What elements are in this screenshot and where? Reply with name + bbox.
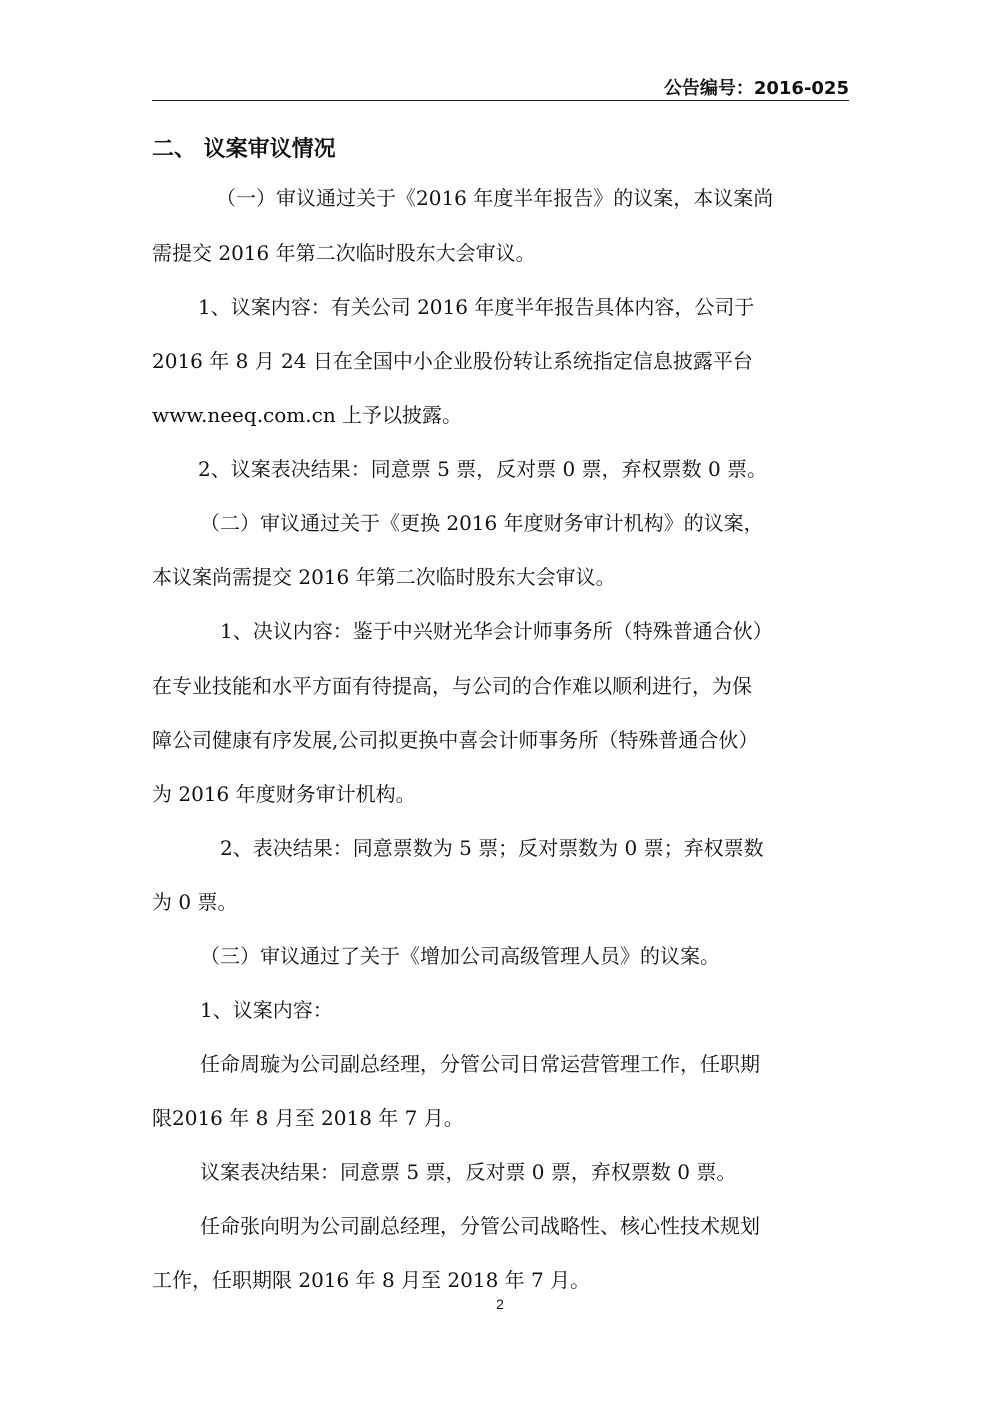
- body-line: （一）审议通过关于《2016 年度半年报告》的议案，本议案尚: [216, 186, 774, 210]
- body-line: 2、议案表决结果：同意票 5 票，反对票 0 票，弃权票数 0 票。: [198, 457, 768, 481]
- body-line: 任命周璇为公司副总经理，分管公司日常运营管理工作，任职期: [200, 1052, 760, 1076]
- body-line: 为 0 票。: [152, 890, 238, 914]
- body-line: 2、表决结果：同意票数为 5 票；反对票数为 0 票；弃权票数: [220, 836, 764, 860]
- body-line: 2016 年 8 月 24 日在全国中小企业股份转让系统指定信息披露平台: [152, 349, 753, 373]
- body-line: 在专业技能和水平方面有待提高，与公司的合作难以顺利进行，为保: [152, 674, 752, 698]
- body-line: www.neeq.com.cn 上予以披露。: [152, 403, 463, 427]
- body-line: 限2016 年 8 月至 2018 年 7 月。: [152, 1106, 464, 1130]
- body-line: 障公司健康有序发展,公司拟更换中喜会计师事务所（特殊普通合伙）: [152, 728, 759, 752]
- body-line: 议案表决结果：同意票 5 票，反对票 0 票，弃权票数 0 票。: [200, 1160, 737, 1184]
- body-line: （三）审议通过了关于《增加公司高级管理人员》的议案。: [200, 944, 720, 968]
- body-line: （二）审议通过关于《更换 2016 年度财务审计机构》的议案，: [200, 511, 764, 535]
- body-line: 需提交 2016 年第二次临时股东大会审议。: [152, 241, 536, 265]
- section-title: 二、 议案审议情况: [152, 137, 336, 162]
- body-line: 任命张向明为公司副总经理，分管公司战略性、核心性技术规划: [200, 1214, 760, 1238]
- body-line: 为 2016 年度财务审计机构。: [152, 782, 416, 806]
- header-divider: [152, 100, 849, 101]
- announcement-number: 公告编号：2016-025: [663, 78, 849, 99]
- body-line: 1、决议内容：鉴于中兴财光华会计师事务所（特殊普通合伙）: [220, 619, 773, 643]
- body-line: 工作，任职期限 2016 年 8 月至 2018 年 7 月。: [152, 1268, 591, 1292]
- body-line: 本议案尚需提交 2016 年第二次临时股东大会审议。: [152, 565, 616, 589]
- page-number: 2: [496, 1296, 504, 1312]
- body-line: 1、议案内容：: [200, 998, 333, 1022]
- body-line: 1、议案内容：有关公司 2016 年度半年报告具体内容，公司于: [198, 295, 755, 319]
